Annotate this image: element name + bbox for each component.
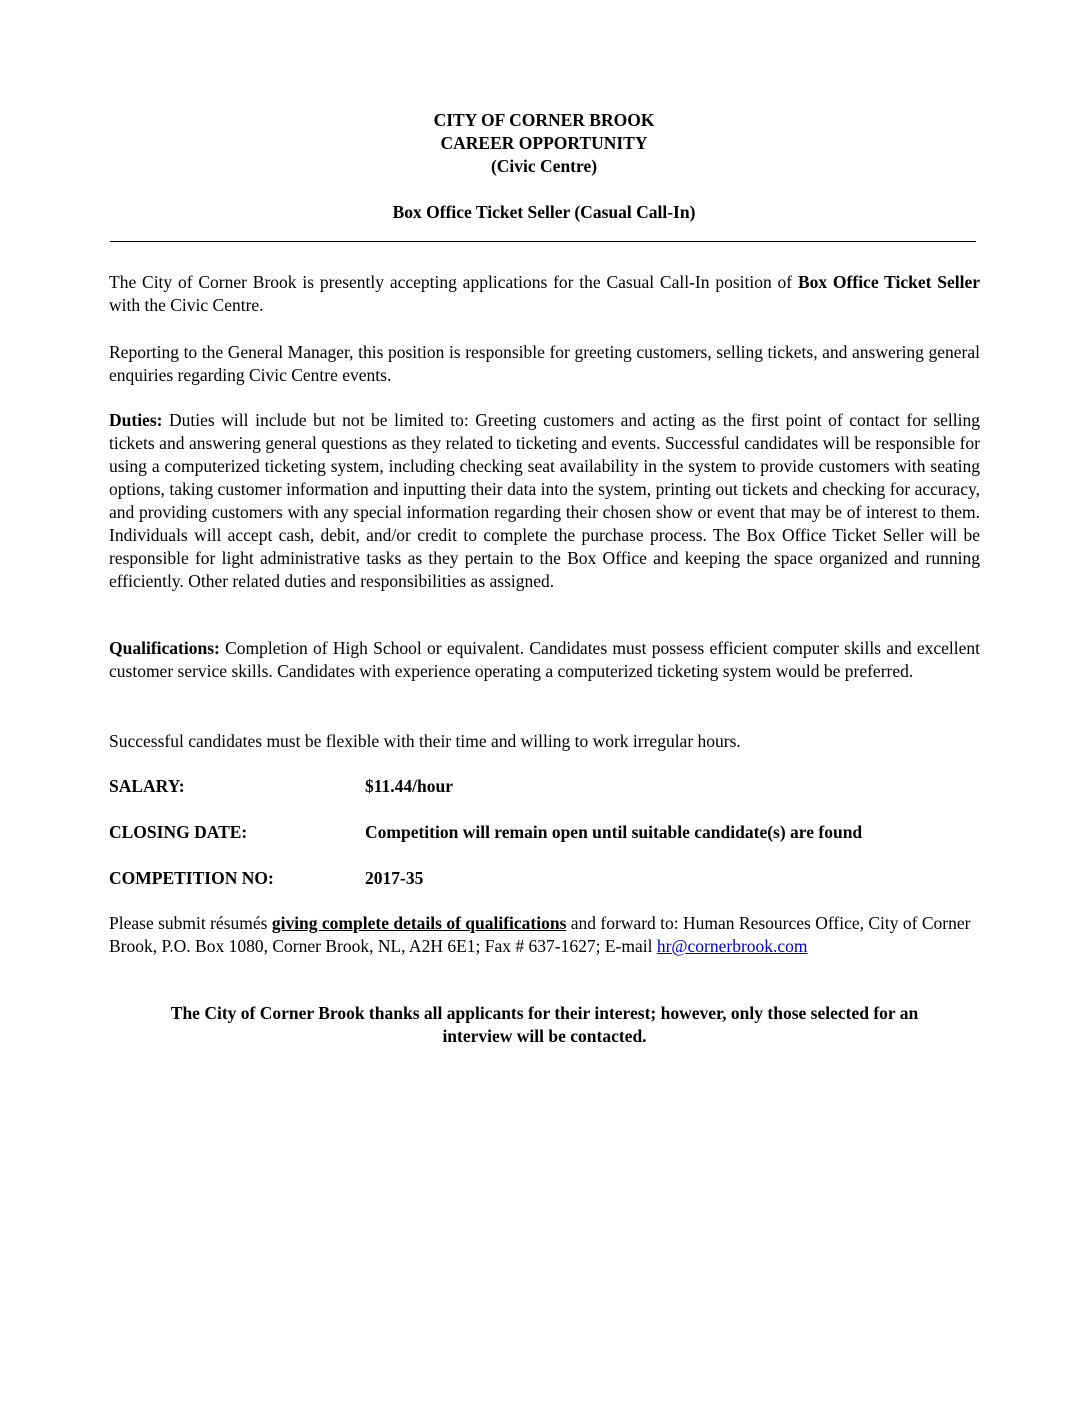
duties-text: Duties will include but not be limited to: Greeting customers and acting as the first point of contact for selling tickets and answering general questions as they related to ticketing and events. Successful candidates will be responsible for using a computerized ticketing system, including checking seat availability in the system to provide customers with seating options, taking customer information and inputting their data into the system, printing out tickets and checking for accuracy, and providing customers with any special information regarding their chosen show or event that may be of interest to them. Individuals will accept cash, debit, and/or credit to complete the purchase process. The Box Office Ticket Seller will be responsible for light administrative tasks as they pertain to the Box Office and keeping the space organized and running efficiently. Other related duties and responsibilities as assigned. (109, 410, 980, 591)
submission-emphasis: giving complete details of qualifications (271, 913, 567, 933)
closing-note-line-2: interview will be contacted. (442, 1026, 647, 1046)
email-link[interactable]: hr@cornerbrook.com (656, 936, 808, 956)
closing-date-value: Competition will remain open until suitable candidate(s) are found (365, 822, 863, 842)
qualifications-label: Qualifications: (109, 638, 220, 658)
posting-header (0, 109, 1088, 178)
closing-note (109, 1002, 980, 1048)
qualifications-paragraph (109, 637, 980, 683)
position-title: Box Office Ticket Seller (Casual Call-In) (392, 202, 696, 222)
intro-text-end: with the Civic Centre. (109, 295, 264, 315)
submission-address: and forward to: Human Resources Office, City of Corner Brook, P.O. Box 1080, Corner Brook, NL, A2H 6E1; Fax # 637-1627; E-mail (109, 913, 971, 956)
duties-label: Duties: (109, 410, 163, 430)
closing-date-label: CLOSING DATE: (109, 822, 248, 842)
reporting-paragraph: Reporting to the General Manager, this position is responsible for greeting customers, selling tickets, and answering general enquiries regarding Civic Centre events. (109, 342, 980, 385)
closing-note-line-1: The City of Corner Brook thanks all applicants for their interest; however, only those selected for an (170, 1003, 919, 1023)
submission-text: Please submit résumés (109, 913, 272, 933)
intro-paragraph (109, 271, 980, 317)
organization-name: CITY OF CORNER BROOK (433, 110, 655, 130)
competition-number-value: 2017-35 (365, 868, 424, 888)
submission-paragraph (109, 912, 980, 958)
competition-number-label: COMPETITION NO: (109, 868, 274, 888)
intro-position-name: Box Office Ticket Seller (797, 272, 980, 292)
header-divider (110, 241, 976, 242)
flexibility-paragraph: Successful candidates must be flexible with their time and willing to work irregular hours. (109, 731, 741, 751)
duties-paragraph (109, 409, 980, 593)
posting-title: CAREER OPPORTUNITY (440, 133, 648, 153)
department-name: (Civic Centre) (490, 156, 598, 176)
salary-label: SALARY: (109, 776, 185, 796)
salary-value: $11.44/hour (365, 776, 454, 796)
qualifications-text: Completion of High School or equivalent. Candidates must possess efficient computer skills and excellent customer service skills. Candidates with experience operating a computerized ticketing system would be preferred. (109, 638, 980, 681)
intro-text: The City of Corner Brook is presently accepting applications for the Casual Call-In position of (109, 272, 798, 292)
